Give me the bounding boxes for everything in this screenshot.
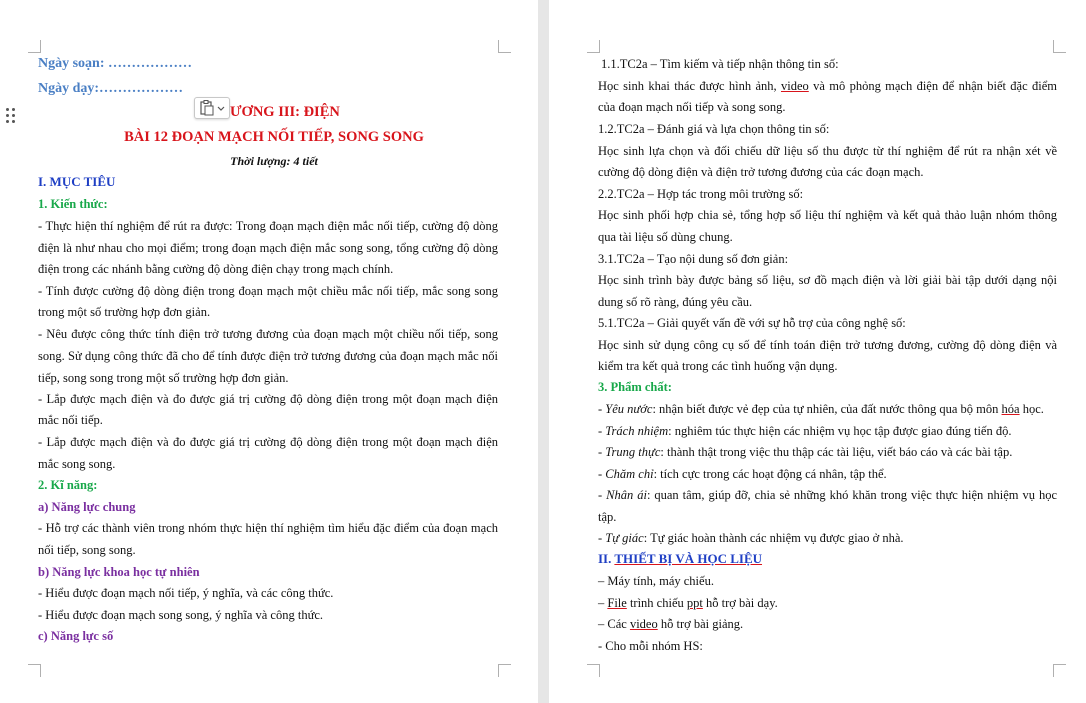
text-line: Học sinh trình bày được bảng số liệu, sơ đồ mạch điện và lời giải bài tập dưới dạng nội bbox=[598, 273, 1057, 287]
text-line: - Trung thực: thành thật trong việc thu thập các tài liệu, viết báo cáo và các bài tập. bbox=[598, 445, 1013, 459]
heading-skills: 2. Kĩ năng: bbox=[38, 478, 98, 492]
document-page-left[interactable] bbox=[0, 0, 538, 703]
list-item: – Các video hỗ trợ bài giảng. bbox=[598, 617, 744, 631]
section-equipment: II. THIẾT BỊ VÀ HỌC LIỆU bbox=[598, 551, 763, 566]
text-line: - Tính được cường độ dòng điện trong đoạn mạch một chiều mắc nối tiếp, mắc song song bbox=[38, 284, 498, 298]
section-objectives: I. MỤC TIÊU bbox=[38, 174, 116, 189]
heading-digital-competence: c) Năng lực số bbox=[38, 629, 114, 643]
text-line: mắc nối tiếp. bbox=[38, 413, 103, 427]
text-line: tiếp, song song trong một số trường hợp đơn giản. bbox=[38, 371, 289, 385]
text-line: kiểm tra kết quả trong các tình huống vận dụng. bbox=[598, 359, 838, 373]
text-line: - Nhân ái: quan tâm, giúp đỡ, chia sẻ những khó khăn trong việc thực hiện nhiệm vụ học bbox=[598, 488, 1058, 502]
heading-general-competence: a) Năng lực chung bbox=[38, 500, 136, 514]
margin-mark bbox=[28, 40, 41, 53]
heading-knowledge: 1. Kiến thức: bbox=[38, 197, 108, 211]
text-line: điện là như nhau cho mọi điểm; trong đoạn mạch điện mắc song song, tổng cường độ dòng bbox=[38, 241, 498, 255]
paste-options-button[interactable] bbox=[194, 97, 230, 119]
prep-date: Ngày soạn: ……………… bbox=[38, 56, 193, 71]
chapter-title: ƯƠNG III: ĐIỆN bbox=[230, 104, 340, 120]
margin-mark bbox=[587, 664, 600, 677]
document-page-right[interactable] bbox=[549, 0, 1086, 703]
text-line: mắc song song. bbox=[38, 457, 116, 471]
margin-mark bbox=[1053, 40, 1066, 53]
text-line: - Hiểu được đoạn mạch song song, ý nghĩa và công thức. bbox=[38, 608, 324, 622]
subheading: 3.1.TC2a – Tạo nội dung số đơn giản: bbox=[598, 252, 789, 266]
text-line: - Chăm chỉ: tích cực trong các hoạt động cá nhân, tập thể. bbox=[598, 467, 887, 481]
chevron-down-icon bbox=[218, 107, 224, 110]
lesson-title: BÀI 12 ĐOẠN MẠCH NỐI TIẾP, SONG SONG bbox=[124, 129, 424, 145]
margin-mark bbox=[28, 664, 41, 677]
subheading: 1.2.TC2a – Đánh giá và lựa chọn thông tin số: bbox=[598, 122, 830, 136]
text-line: - Thực hiện thí nghiệm để rút ra được: Trong đoạn mạch điện mắc nối tiếp, cường độ dòng bbox=[38, 219, 498, 233]
text-line: qua tài liệu số dùng chung. bbox=[598, 230, 733, 244]
text-line: trong một số trường hợp đơn giản. bbox=[38, 305, 211, 319]
text-line: nối tiếp, song song. bbox=[38, 543, 136, 557]
list-item: – File trình chiếu ppt hỗ trợ bài dạy. bbox=[598, 596, 778, 610]
text-line: - Tự giác: Tự giác hoàn thành các nhiệm vụ được giao ở nhà. bbox=[598, 531, 904, 545]
text-line: Học sinh khai thác được hình ảnh, video và mô phỏng mạch điện để nhận biết đặc điểm bbox=[598, 79, 1057, 93]
text-line: tập. bbox=[598, 510, 617, 524]
list-item: - Cho mỗi nhóm HS: bbox=[598, 639, 703, 653]
subheading: 5.1.TC2a – Giải quyết vấn đề với sự hỗ trợ của công nghệ số: bbox=[598, 316, 906, 330]
margin-mark bbox=[1053, 664, 1066, 677]
text-line: Học sinh phối hợp chia sẻ, tổng hợp số liệu thí nghiệm và kết quả thảo luận nhóm thông bbox=[598, 208, 1057, 222]
subheading: 1.1.TC2a – Tìm kiếm và tiếp nhận thông tin số: bbox=[601, 57, 839, 71]
text-line: dung số rõ ràng, đúng yêu cầu. bbox=[598, 295, 753, 309]
text-line: - Lắp được mạch điện và đo được giá trị cường độ dòng điện trong một đoạn mạch điện bbox=[38, 392, 498, 406]
text-line: Học sinh sử dụng công cụ số để tính toán điện trở tương đương, cường độ dòng điện và bbox=[598, 338, 1057, 352]
heading-science-competence: b) Năng lực khoa học tự nhiên bbox=[38, 565, 200, 579]
text-line: của đoạn mạch nối tiếp và song song. bbox=[598, 100, 786, 114]
text-line: - Trách nhiệm: nghiêm túc thực hiện các nhiệm vụ học tập được giao đúng tiến độ. bbox=[598, 424, 1012, 438]
heading-qualities: 3. Phẩm chất: bbox=[598, 380, 672, 394]
text-line: - Nêu được công thức tính điện trở tương đương của đoạn mạch một chiều nối tiếp, song bbox=[38, 327, 498, 341]
text-line: - Hỗ trợ các thành viên trong nhóm thực hiện thí nghiệm tìm hiểu đặc điểm của đoạn mạch bbox=[38, 521, 498, 535]
text-line: - Yêu nước: nhận biết được vẻ đẹp của tự nhiên, của đất nước thông qua bộ môn hóa học. bbox=[598, 402, 1044, 416]
duration: Thời lượng: 4 tiết bbox=[230, 154, 318, 168]
text-line: Học sinh lựa chọn và đối chiếu dữ liệu số thu được từ thí nghiệm để rút ra nhận xét về bbox=[598, 144, 1057, 158]
text-line: - Lắp được mạch điện và đo được giá trị cường độ dòng điện trong một đoạn mạch điện bbox=[38, 435, 498, 449]
subheading: 2.2.TC2a – Hợp tác trong môi trường số: bbox=[598, 187, 804, 201]
list-item: – Máy tính, máy chiếu. bbox=[598, 574, 714, 588]
text-line: - Hiểu được đoạn mạch nối tiếp, ý nghĩa, và các công thức. bbox=[38, 586, 334, 600]
margin-mark bbox=[498, 40, 511, 53]
text-line: điện trong các nhánh bằng cường độ dòng điện chạy trong mạch chính. bbox=[38, 262, 394, 276]
text-line: song. Sử dụng công thức đã cho để tính được điện trở tương đương của đoạn mạch mắc nối bbox=[38, 349, 498, 363]
margin-mark bbox=[587, 40, 600, 53]
teaching-date: Ngày dạy:……………… bbox=[38, 81, 184, 96]
margin-mark bbox=[498, 664, 511, 677]
clipboard-icon bbox=[195, 98, 229, 118]
text-line: cường độ dòng điện và điện trở tương đương của các đoạn mạch. bbox=[598, 165, 924, 179]
drag-handle-icon[interactable] bbox=[6, 108, 16, 124]
